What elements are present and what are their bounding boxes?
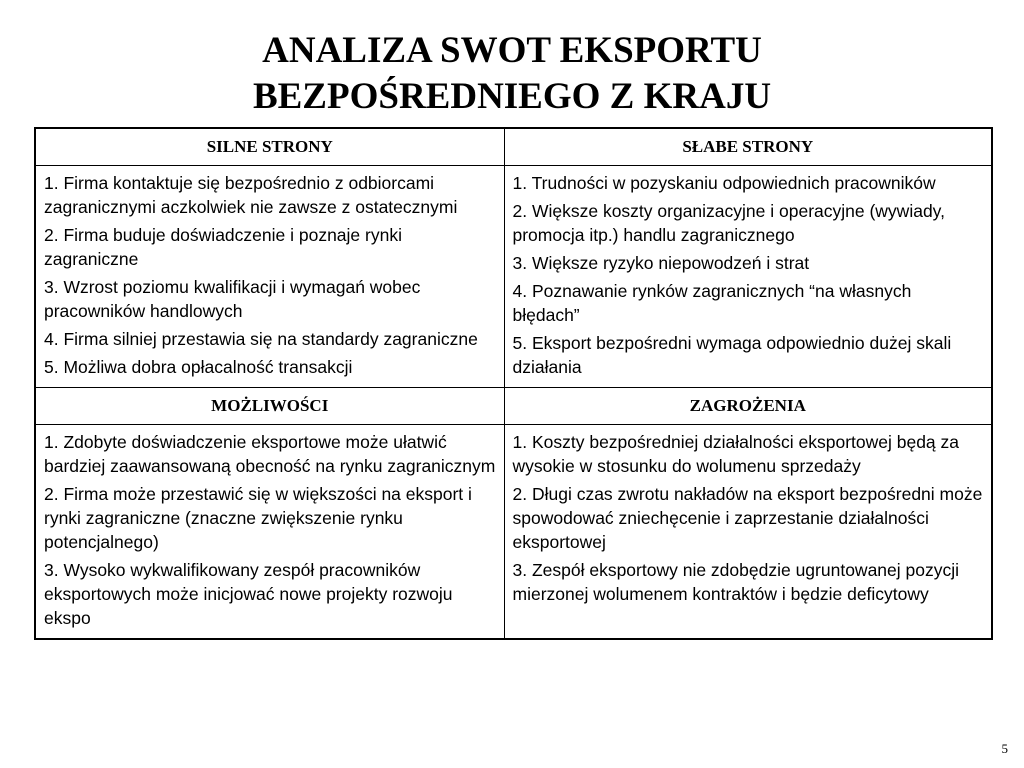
opportunities-cell [35,425,504,640]
opportunity-item: 3. Wysoko wykwalifikowany zespół pracowników eksportowych może inicjować nowe projekty rozwoju ekspo [44,560,453,628]
strength-item: 3. Wzrost poziomu kwalifikacji i wymagań wobec pracowników handlowych [44,277,421,321]
weakness-item: 4. Poznawanie rynków zagranicznych “na własnych błędach” [512,281,912,325]
title-line-1: ANALIZA SWOT EKSPORTU [262,30,762,71]
threat-item: 3. Zespół eksportowy nie zdobędzie ugruntowanej pozycji mierzonej wolumenem kontraktów i będzie deficytowy [512,560,960,604]
strengths-cell [35,166,504,388]
opportunity-item: 2. Firma może przestawić się w większości na eksport i rynki zagraniczne (znaczne zwiększenie rynku potencjalnego) [44,484,472,552]
strength-item: 2. Firma buduje doświadczenie i poznaje rynki zagraniczne [44,225,402,269]
threat-item: 2. Długi czas zwrotu nakładów na eksport bezpośredni może spowodować zniechęcenie i zaprzestanie działalności eksportowej [512,484,983,552]
content-row-bottom [35,425,992,640]
title-line-2: BEZPOŚREDNIEGO Z KRAJU [252,76,772,117]
content-row-top [35,166,992,388]
strength-item: 1. Firma kontaktuje się bezpośrednio z odbiorcami zagranicznymi aczkolwiek nie zawsze z ostatecznymi [44,173,458,217]
strengths-header: SILNE STRONY [35,128,504,166]
weakness-item: 2. Większe koszty organizacyjne i operacyjne (wywiady, promocja itp.) handlu zagranicznego [512,201,945,245]
opportunity-item: 1. Zdobyte doświadczenie eksportowe może ułatwić bardziej zaawansowaną obecność na rynku zagranicznym [44,432,496,476]
threats-header: ZAGROŻENIA [504,388,992,425]
strength-item: 4. Firma silniej przestawia się na standardy zagraniczne [44,329,478,349]
weaknesses-cell [504,166,992,388]
opportunities-header: MOŻLIWOŚCI [35,388,504,425]
page-number: 5 [1001,741,1008,756]
weakness-item: 5. Eksport bezpośredni wymaga odpowiednio dużej skali działania [512,333,952,377]
header-row-bottom [35,388,992,425]
weakness-item: 1. Trudności w pozyskaniu odpowiednich pracowników [512,173,936,193]
strength-item: 5. Możliwa dobra opłacalność transakcji [44,357,353,377]
weakness-item: 3. Większe ryzyko niepowodzeń i strat [512,253,810,273]
weaknesses-header: SŁABE STRONY [504,128,992,166]
page-title [0,28,1024,120]
swot-table [34,127,993,640]
threats-cell [504,425,992,640]
header-row-top [35,128,992,166]
threat-item: 1. Koszty bezpośredniej działalności eksportowej będą za wysokie w stosunku do wolumenu sprzedaży [512,432,960,476]
